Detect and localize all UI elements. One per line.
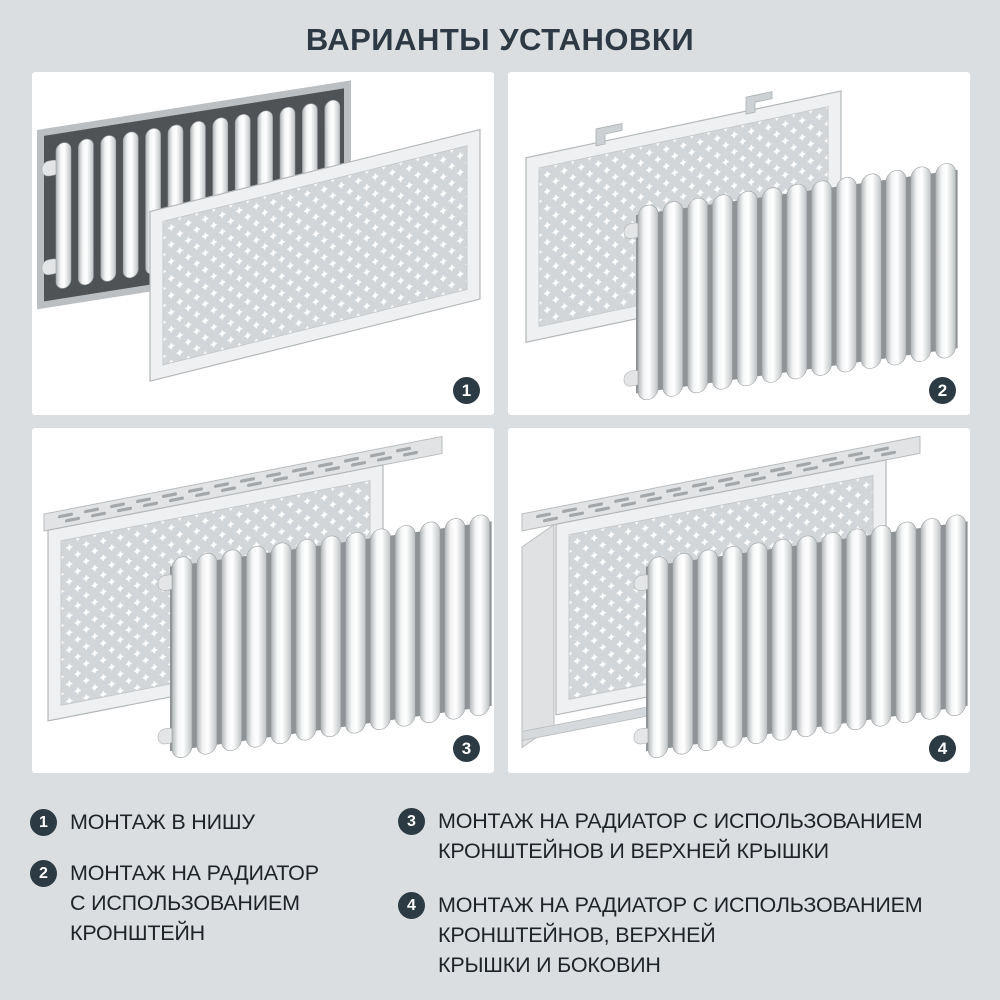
legend-1-line: МОНТАЖ В НИШУ: [70, 810, 255, 834]
panel-4-card-box-mount: [508, 428, 970, 773]
legend-3-line: КРОНШТЕЙНОВ И ВЕРХНЕЙ КРЫШКИ: [438, 839, 829, 863]
side-panel: [522, 525, 554, 748]
legend-item-2: [30, 858, 319, 948]
legend-1-number-badge: 1: [30, 809, 57, 836]
panel-2-illustration: [508, 72, 970, 415]
legend-2-line: КРОНШТЕЙН: [70, 921, 206, 945]
panel-4-illustration: [508, 428, 970, 773]
legend-4-line: КРЫШКИ И БОКОВИН: [438, 953, 661, 977]
panel-3-illustration: [32, 428, 494, 773]
legend-2-number-badge: 2: [30, 860, 57, 887]
panel-3-number-badge: 3: [453, 735, 480, 762]
legend-item-1: [30, 807, 255, 837]
panel-2-card-bracket-mount: [508, 72, 970, 415]
legend-4-line: КРОНШТЕЙНОВ, ВЕРХНЕЙ: [438, 923, 716, 947]
legend-2-line: С ИСПОЛЬЗОВАНИЕМ: [70, 891, 300, 915]
panel-1-card-niche-mount: [32, 72, 494, 415]
legend-item-3: [398, 806, 922, 866]
panel-4-number-badge: 4: [929, 735, 956, 762]
page-title: ВАРИАНТЫ УСТАНОВКИ: [305, 22, 695, 57]
panel-1-illustration: [32, 72, 494, 415]
legend-4-text: [438, 890, 922, 980]
legend-1-text: [70, 807, 255, 837]
legend-3-number-badge: 3: [398, 808, 425, 835]
legend-3-text: [438, 806, 922, 866]
panel-1-number-badge: 1: [453, 377, 480, 404]
legend-2-line: МОНТАЖ НА РАДИАТОР: [70, 861, 319, 885]
legend-4-number-badge: 4: [398, 892, 425, 919]
legend-item-4: [398, 890, 922, 980]
panel-3-card-top-cover-mount: [32, 428, 494, 773]
legend-4-line: МОНТАЖ НА РАДИАТОР С ИСПОЛЬЗОВАНИЕМ: [438, 893, 923, 917]
legend-3-line: МОНТАЖ НА РАДИАТОР С ИСПОЛЬЗОВАНИЕМ: [438, 809, 923, 833]
legend-2-text: [70, 858, 319, 948]
panel-2-number-badge: 2: [929, 377, 956, 404]
